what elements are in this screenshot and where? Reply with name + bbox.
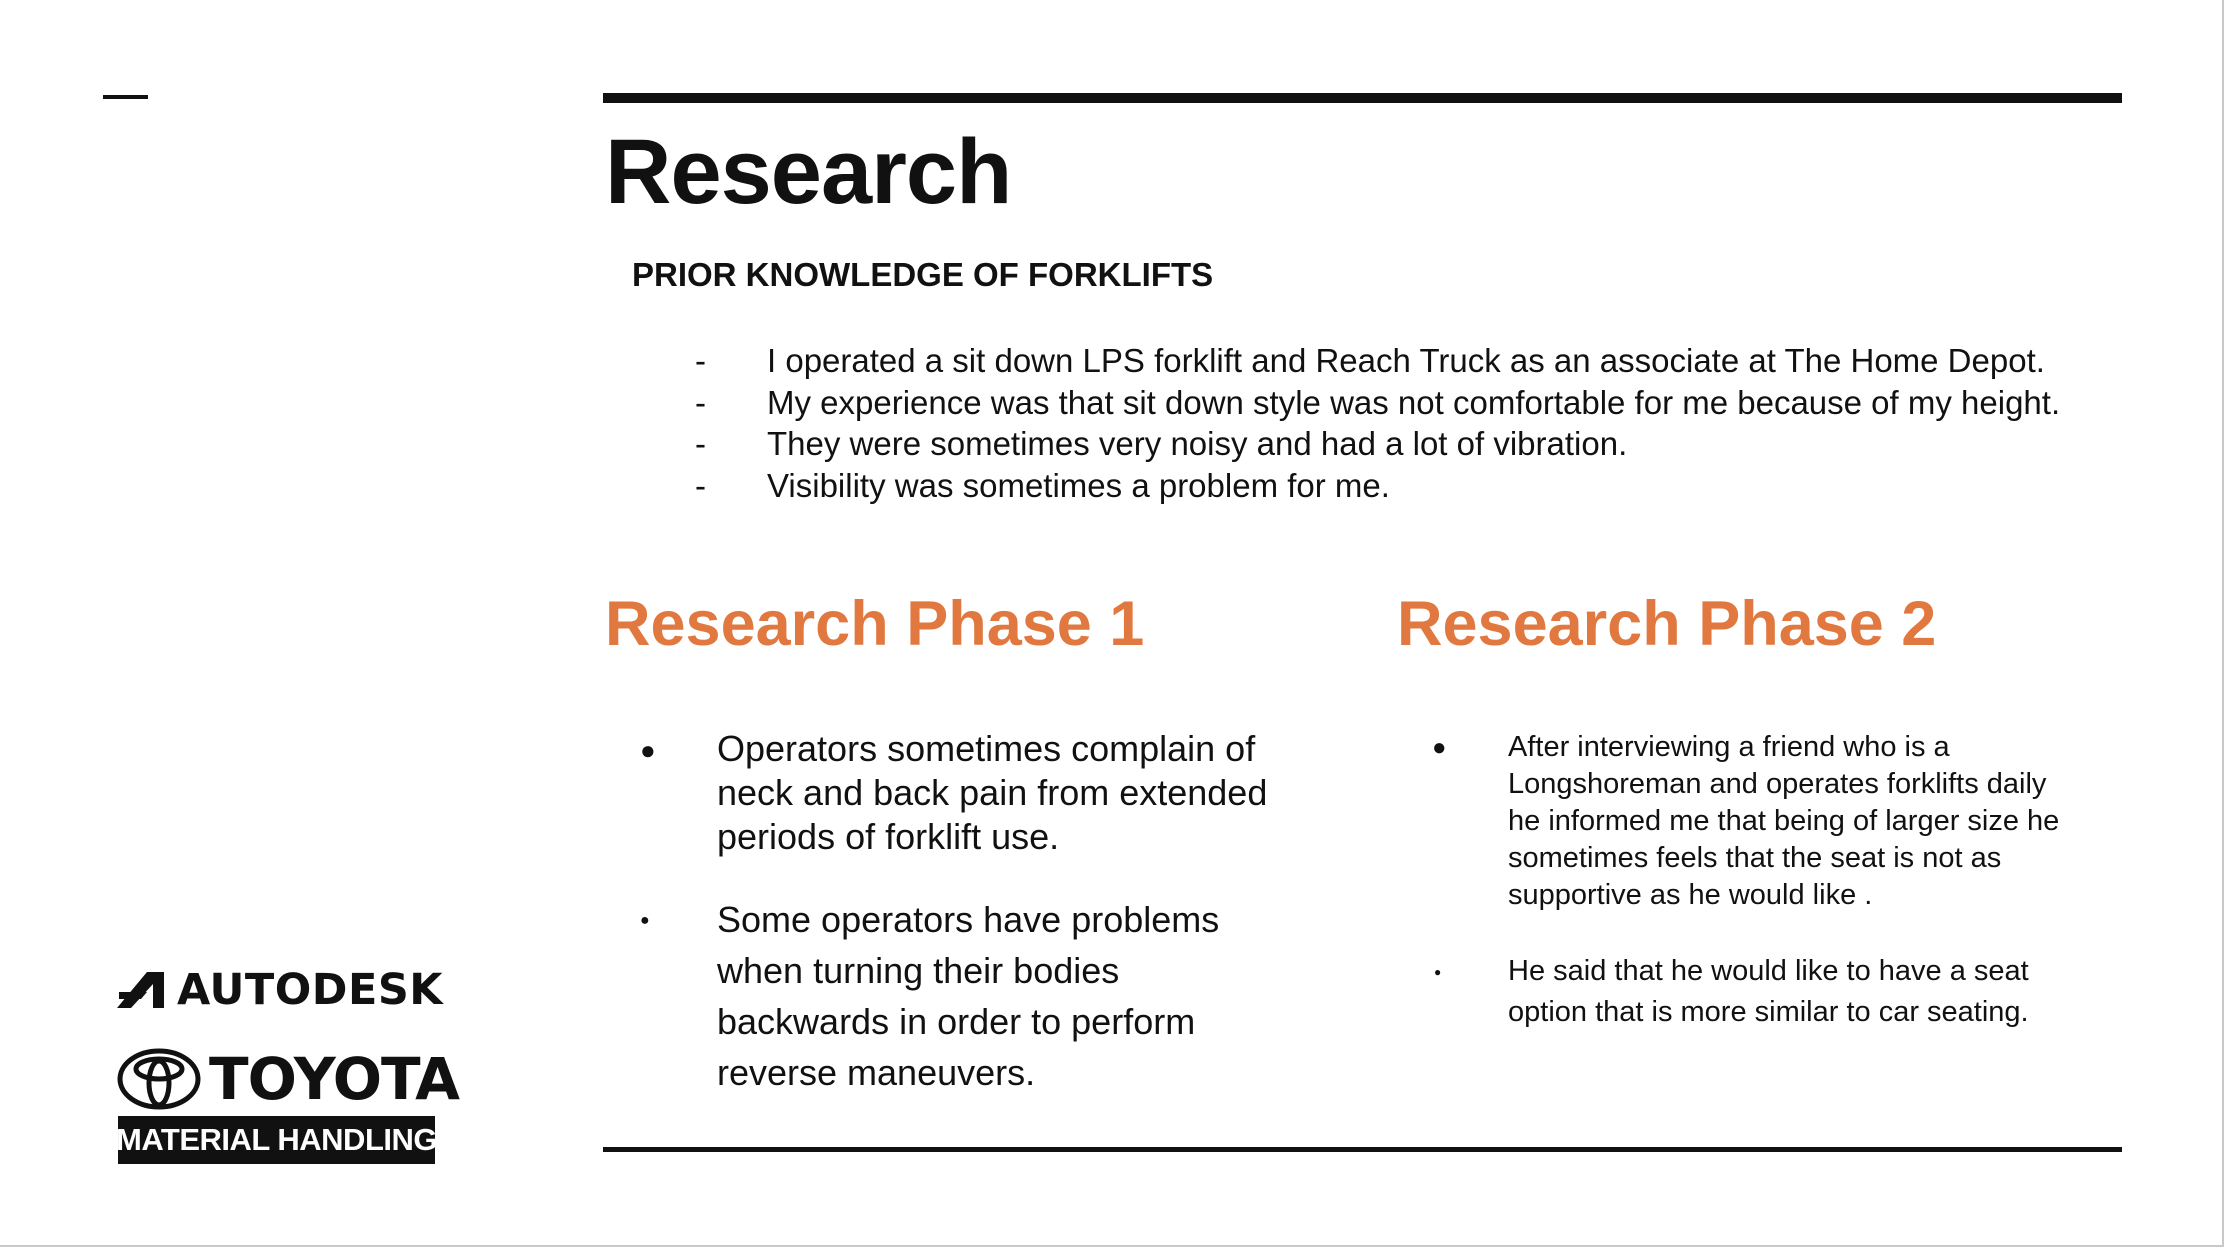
dash-marker: - xyxy=(695,425,706,462)
dash-marker: - xyxy=(695,466,706,504)
dash-marker: - xyxy=(695,383,706,421)
material-handling-badge xyxy=(118,1116,435,1164)
phase1-point-line: neck and back pain from extended xyxy=(717,772,1268,813)
phase1-point-line: backwards in order to perform xyxy=(717,1001,1196,1042)
phase2-point-line: sometimes feels that the seat is not as xyxy=(1508,842,2002,874)
list-item xyxy=(695,465,2060,507)
list-item-text: They were sometimes very noisy and had a lot of vibration. xyxy=(767,425,1628,462)
slide-title: Research xyxy=(605,121,1012,223)
phase2-point-line: he informed me that being of larger size he xyxy=(1508,805,2060,837)
bullet-icon: ● xyxy=(640,912,650,929)
bullet-icon: ● xyxy=(1432,734,1447,761)
list-item xyxy=(695,340,2060,382)
list-item xyxy=(695,382,2060,424)
phase2-point-line: He said that he would like to have a seat xyxy=(1508,955,2029,987)
list-item xyxy=(695,423,2060,465)
corner-dash xyxy=(103,95,148,99)
phase1-point-line: reverse maneuvers. xyxy=(717,1052,1036,1093)
phase1-point xyxy=(717,894,1219,1098)
phase1-point-line: Some operators have problems xyxy=(717,899,1220,940)
phase2-point-line: supportive as he would like . xyxy=(1508,879,1873,911)
bullet-icon: ● xyxy=(640,735,656,765)
autodesk-logo xyxy=(117,965,443,1015)
phase2-point-line: option that is more similar to car seating. xyxy=(1508,996,2029,1028)
phase2-point xyxy=(1508,951,2029,1033)
section-subtitle: PRIOR KNOWLEDGE OF FORKLIFTS xyxy=(632,256,1214,293)
phase2-heading: Research Phase 2 xyxy=(1397,589,1937,659)
autodesk-mark-icon xyxy=(117,970,165,1010)
phase1-point xyxy=(717,727,1267,859)
phase1-heading: Research Phase 1 xyxy=(605,589,1145,659)
phase1-point-line: when turning their bodies xyxy=(717,950,1120,991)
list-item-text: My experience was that sit down style was not comfortable for me because of my height. xyxy=(767,383,2061,421)
bullet-icon: ● xyxy=(1434,965,1442,979)
toyota-wordmark: TOYOTA xyxy=(209,1045,459,1113)
phase1-point-line: Operators sometimes complain of xyxy=(717,728,1256,769)
list-item-text: Visibility was sometimes a problem for me. xyxy=(767,466,1390,504)
dash-marker: - xyxy=(695,342,706,379)
material-handling-text: MATERIAL HANDLING xyxy=(116,1122,437,1157)
phase2-point-line: After interviewing a friend who is a xyxy=(1508,731,1950,763)
list-item-text: I operated a sit down LPS forklift and Reach Truck as an associate at The Home Depot. xyxy=(767,342,2045,379)
autodesk-wordmark: AUTODESK xyxy=(177,965,444,1015)
toyota-logo xyxy=(117,1045,459,1113)
prior-knowledge-list xyxy=(695,340,2060,506)
phase2-point xyxy=(1508,729,2059,914)
top-rule xyxy=(603,93,2122,103)
bottom-rule xyxy=(603,1147,2122,1152)
toyota-emblem-icon xyxy=(117,1048,201,1110)
phase2-point-line: Longshoreman and operates forklifts daily xyxy=(1508,768,2047,800)
phase1-point-line: periods of forklift use. xyxy=(717,816,1060,857)
